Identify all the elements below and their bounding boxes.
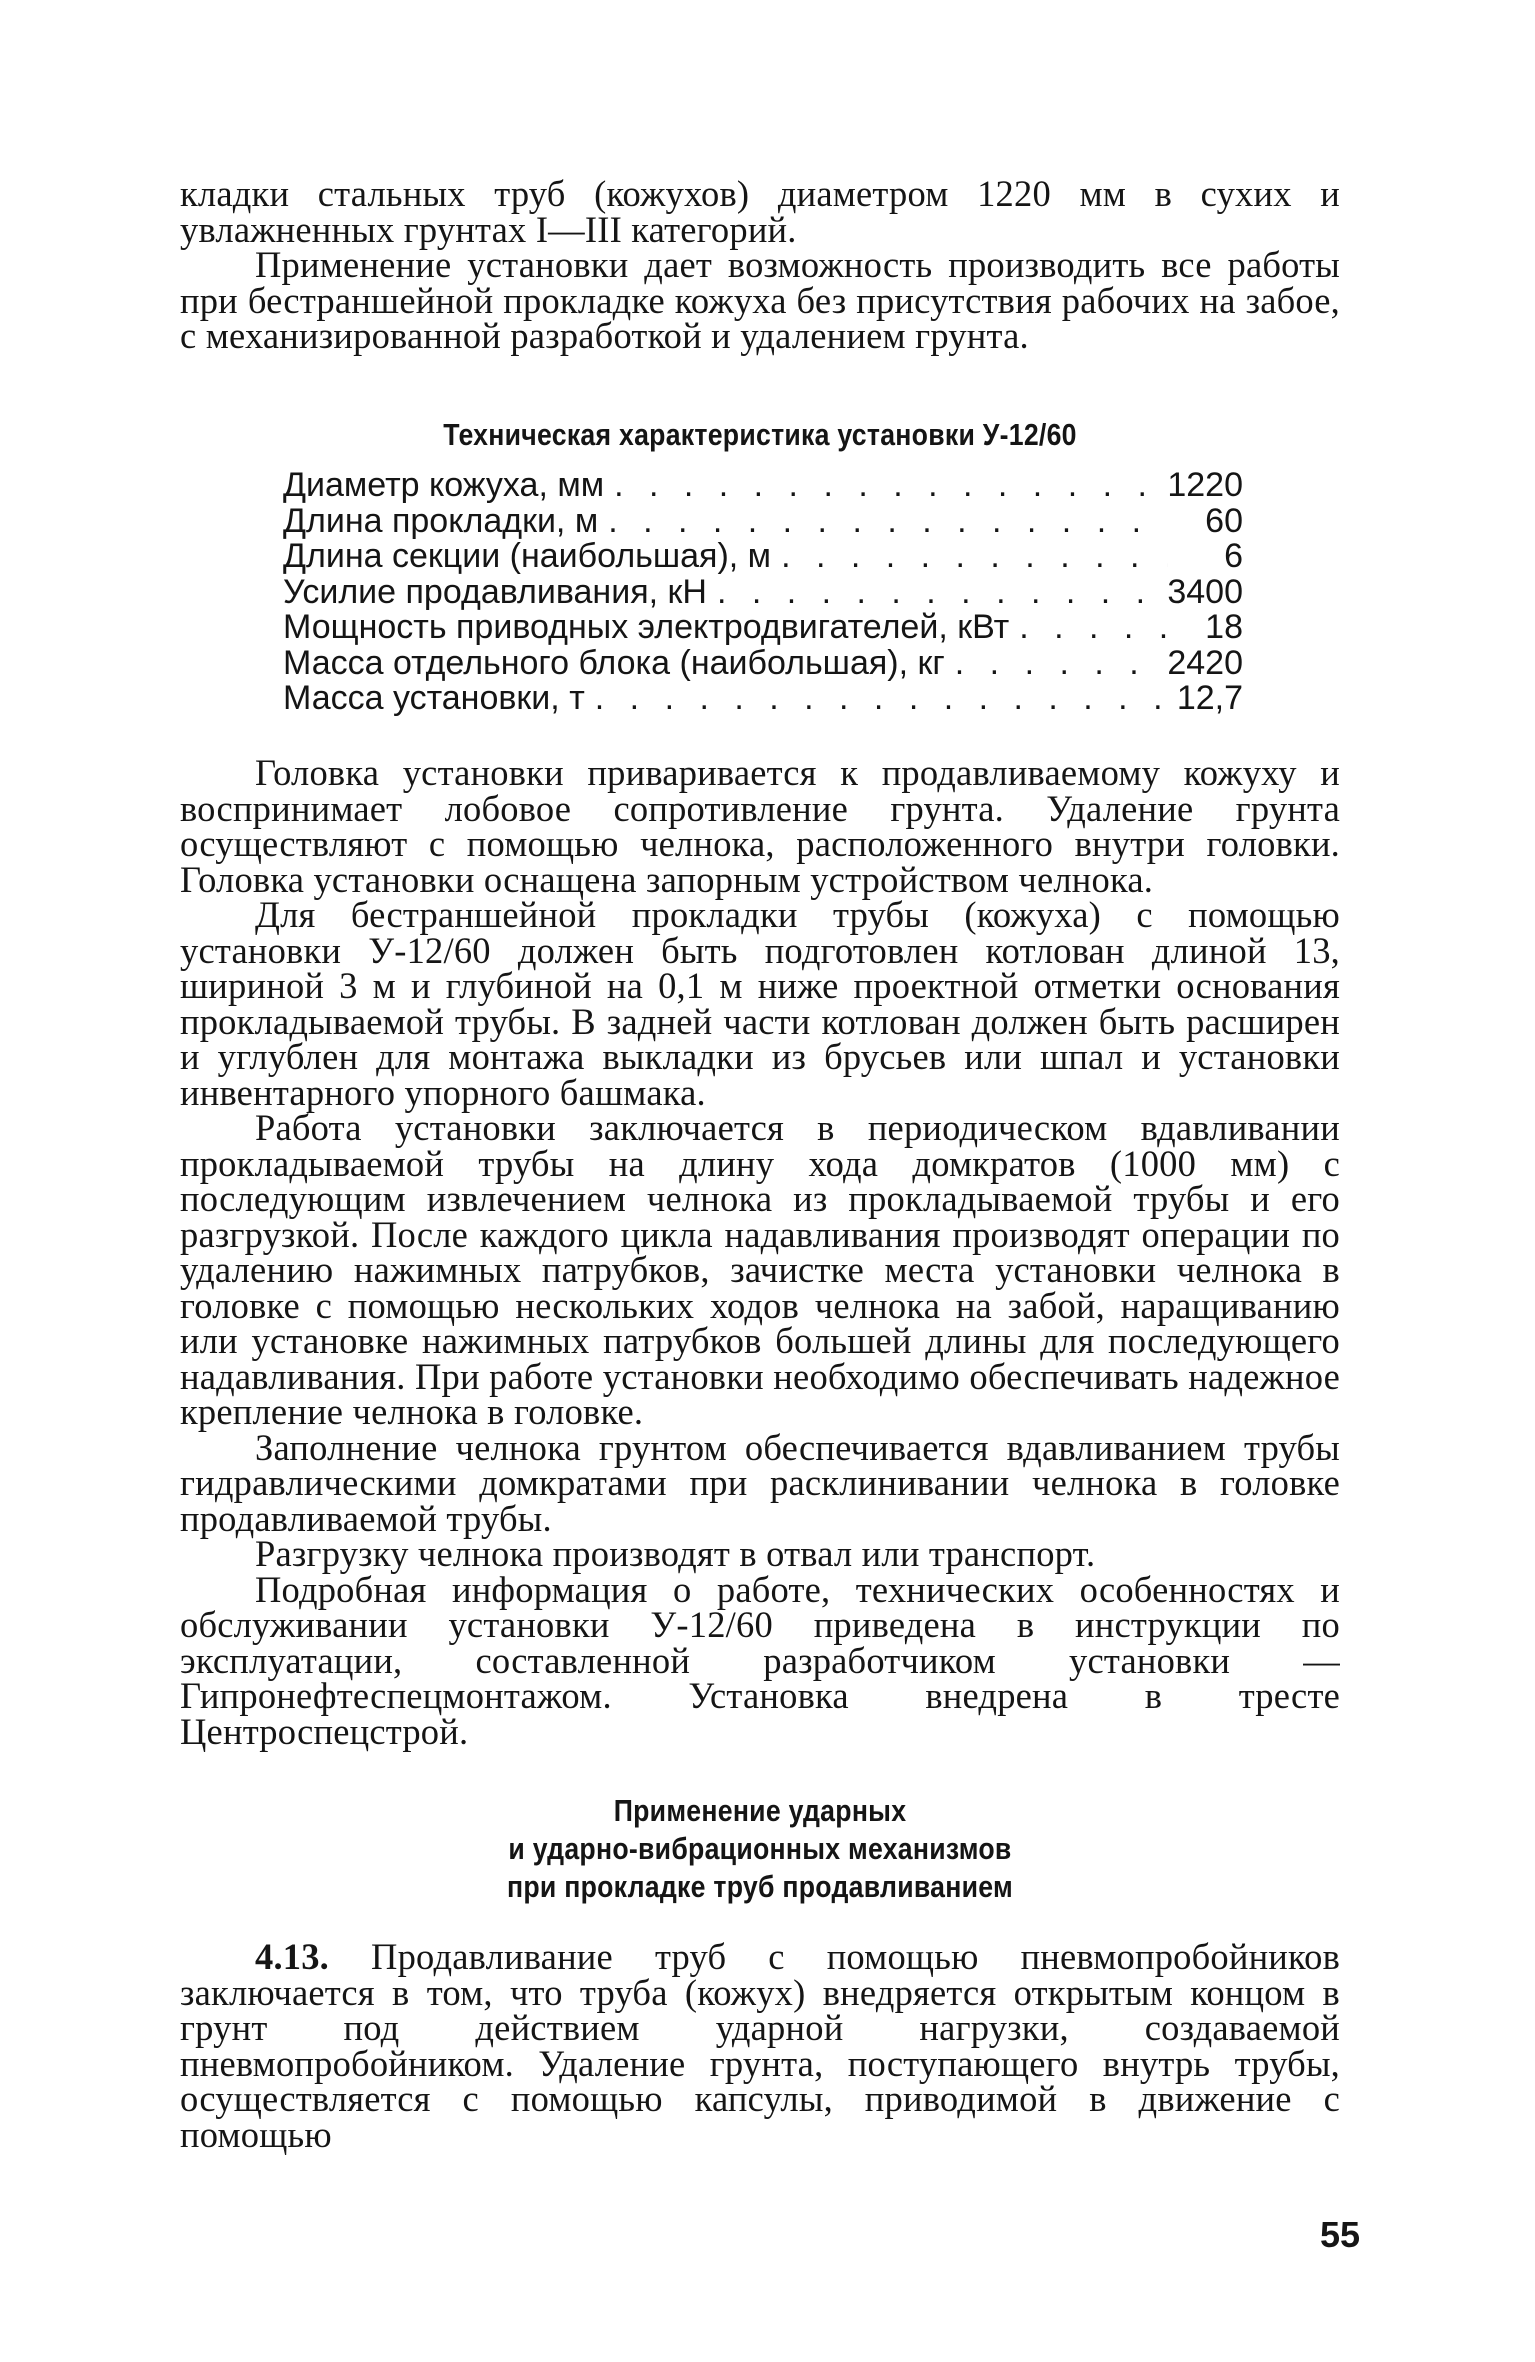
section-text-block bbox=[180, 1936, 1341, 2155]
page-number: 55 bbox=[1319, 2214, 1360, 2255]
section-heading-line: и ударно-вибрационных механизмов bbox=[508, 1831, 1012, 1866]
intro-paragraph-continuation: кладки стальных труб (кожухов) диаметром 1220 мм в сухих и увлажненных грунтах I—III категорий. bbox=[180, 173, 1340, 250]
section-heading-block bbox=[180, 1792, 1340, 1906]
main-text-block bbox=[180, 752, 1340, 1752]
paragraph-shuttle-filling: Заполнение челнока грунтом обеспечивается вдавливанием трубы гидравлическими домкратами при расклинивании челнока в головке продавливаемой трубы. bbox=[180, 1426, 1340, 1539]
spec-label: Масса установки, т bbox=[283, 679, 585, 717]
spec-label: Масса отдельного блока (наибольшая), кг bbox=[283, 643, 945, 682]
dot-leader bbox=[955, 646, 1168, 682]
paragraph-head-description: Головка установки приваривается к продавливаемому кожуху и воспринимает лобовое сопротивление грунта. Удаление грунта осуществляют с помощью челнока, расположенного внутри головки. Головка установки оснащена запорным устройством челнока. bbox=[180, 752, 1340, 900]
spec-label: Длина прокладки, м bbox=[283, 501, 599, 540]
dot-leader bbox=[608, 504, 1168, 540]
spec-row bbox=[283, 539, 1243, 575]
spec-label: Усилие продавливания, кН bbox=[283, 572, 707, 611]
paragraph-4-13 bbox=[180, 1936, 1341, 2155]
spec-row bbox=[283, 681, 1243, 717]
dot-leader bbox=[717, 575, 1167, 611]
spec-table-title: Техническая характеристика установки У-12/60 bbox=[443, 417, 1077, 452]
paragraph-pit-preparation: Для бестраншейной прокладки трубы (кожуха) с помощью установки У-12/60 должен быть подготовлен котлован длиной 13, шириной 3 м и глубиной на 0,1 м ниже проектной отметки основания прокладываемой трубы. В задней части котлован должен быть расширен и углублен для монтажа выкладки из брусьев или шпал и установки инвентарного упорного башмака. bbox=[180, 894, 1340, 1113]
dot-leader bbox=[614, 468, 1167, 504]
spec-row bbox=[283, 501, 1243, 540]
spec-title-block bbox=[180, 416, 1340, 454]
spec-label: Длина секции (наибольшая), м bbox=[283, 537, 772, 575]
spec-label: Мощность приводных электродвигателей, кВт bbox=[283, 608, 1010, 646]
spec-value: 18 bbox=[1205, 608, 1243, 646]
section-heading-line: при прокладке труб продавливанием bbox=[506, 1869, 1013, 1904]
spec-value: 1220 bbox=[1167, 466, 1243, 504]
paragraph-4-13-text: Продавливание труб с помощью пневмопробойников заключается в том, что труба (кожух) внедряется открытым концом в грунт под действием ударной нагрузки, создаваемой пневмопробойником. Удаление грунта, поступающего внутрь трубы, осуществляется с помощью капсулы, приводимой в движение с помощью bbox=[180, 1936, 1341, 2155]
spec-row bbox=[283, 468, 1243, 504]
spec-value: 60 bbox=[1205, 501, 1243, 540]
spec-row bbox=[283, 643, 1243, 682]
section-heading-line: Применение ударных bbox=[613, 1793, 907, 1828]
paragraph-number: 4.13. bbox=[255, 1936, 329, 1977]
spec-value: 2420 bbox=[1167, 643, 1243, 682]
spec-value: 12,7 bbox=[1176, 679, 1243, 717]
intro-block bbox=[180, 173, 1340, 356]
spec-value: 6 bbox=[1224, 537, 1243, 575]
dot-leader bbox=[1019, 610, 1168, 646]
paragraph-documentation: Подробная информация о работе, технических особенностях и обслуживании установки У-12/60 приведена в инструкции по эксплуатации, составленной разработчиком установки — Гипронефтеспецмонтажом. Установка внедрена в тресте Центроспецстрой. bbox=[180, 1568, 1340, 1752]
spec-table bbox=[283, 468, 1243, 717]
spec-row bbox=[283, 610, 1243, 646]
dot-leader bbox=[781, 539, 1168, 575]
paragraph-operation-cycle: Работа установки заключается в периодическом вдавливании прокладываемой трубы на длину хода домкратов (1000 мм) с последующим извлечением челнока из прокладываемой трубы и его разгрузкой. После каждого цикла надавливания производят операции по удалению нажимных патрубков, зачистке места установки челнока в головке с помощью нескольких ходов челнока на забой, наращиванию или установке нажимных патрубков большей длины для последующего надавливания. При работе установки необходимо обеспечивать надежное крепление челнока в головке. bbox=[180, 1107, 1340, 1432]
intro-paragraph-capabilities: Применение установки дает возможность производить все работы при бестраншейной прокладке кожуха без присутствия рабочих на забое, с механизированной разработкой и удалением грунта. bbox=[180, 244, 1340, 356]
spec-value: 3400 bbox=[1167, 572, 1243, 611]
spec-label: Диаметр кожуха, мм bbox=[283, 466, 605, 504]
dot-leader bbox=[595, 681, 1168, 717]
paragraph-shuttle-unloading: Разгрузку челнока производят в отвал или транспорт. bbox=[255, 1533, 1096, 1574]
spec-row bbox=[283, 572, 1243, 611]
